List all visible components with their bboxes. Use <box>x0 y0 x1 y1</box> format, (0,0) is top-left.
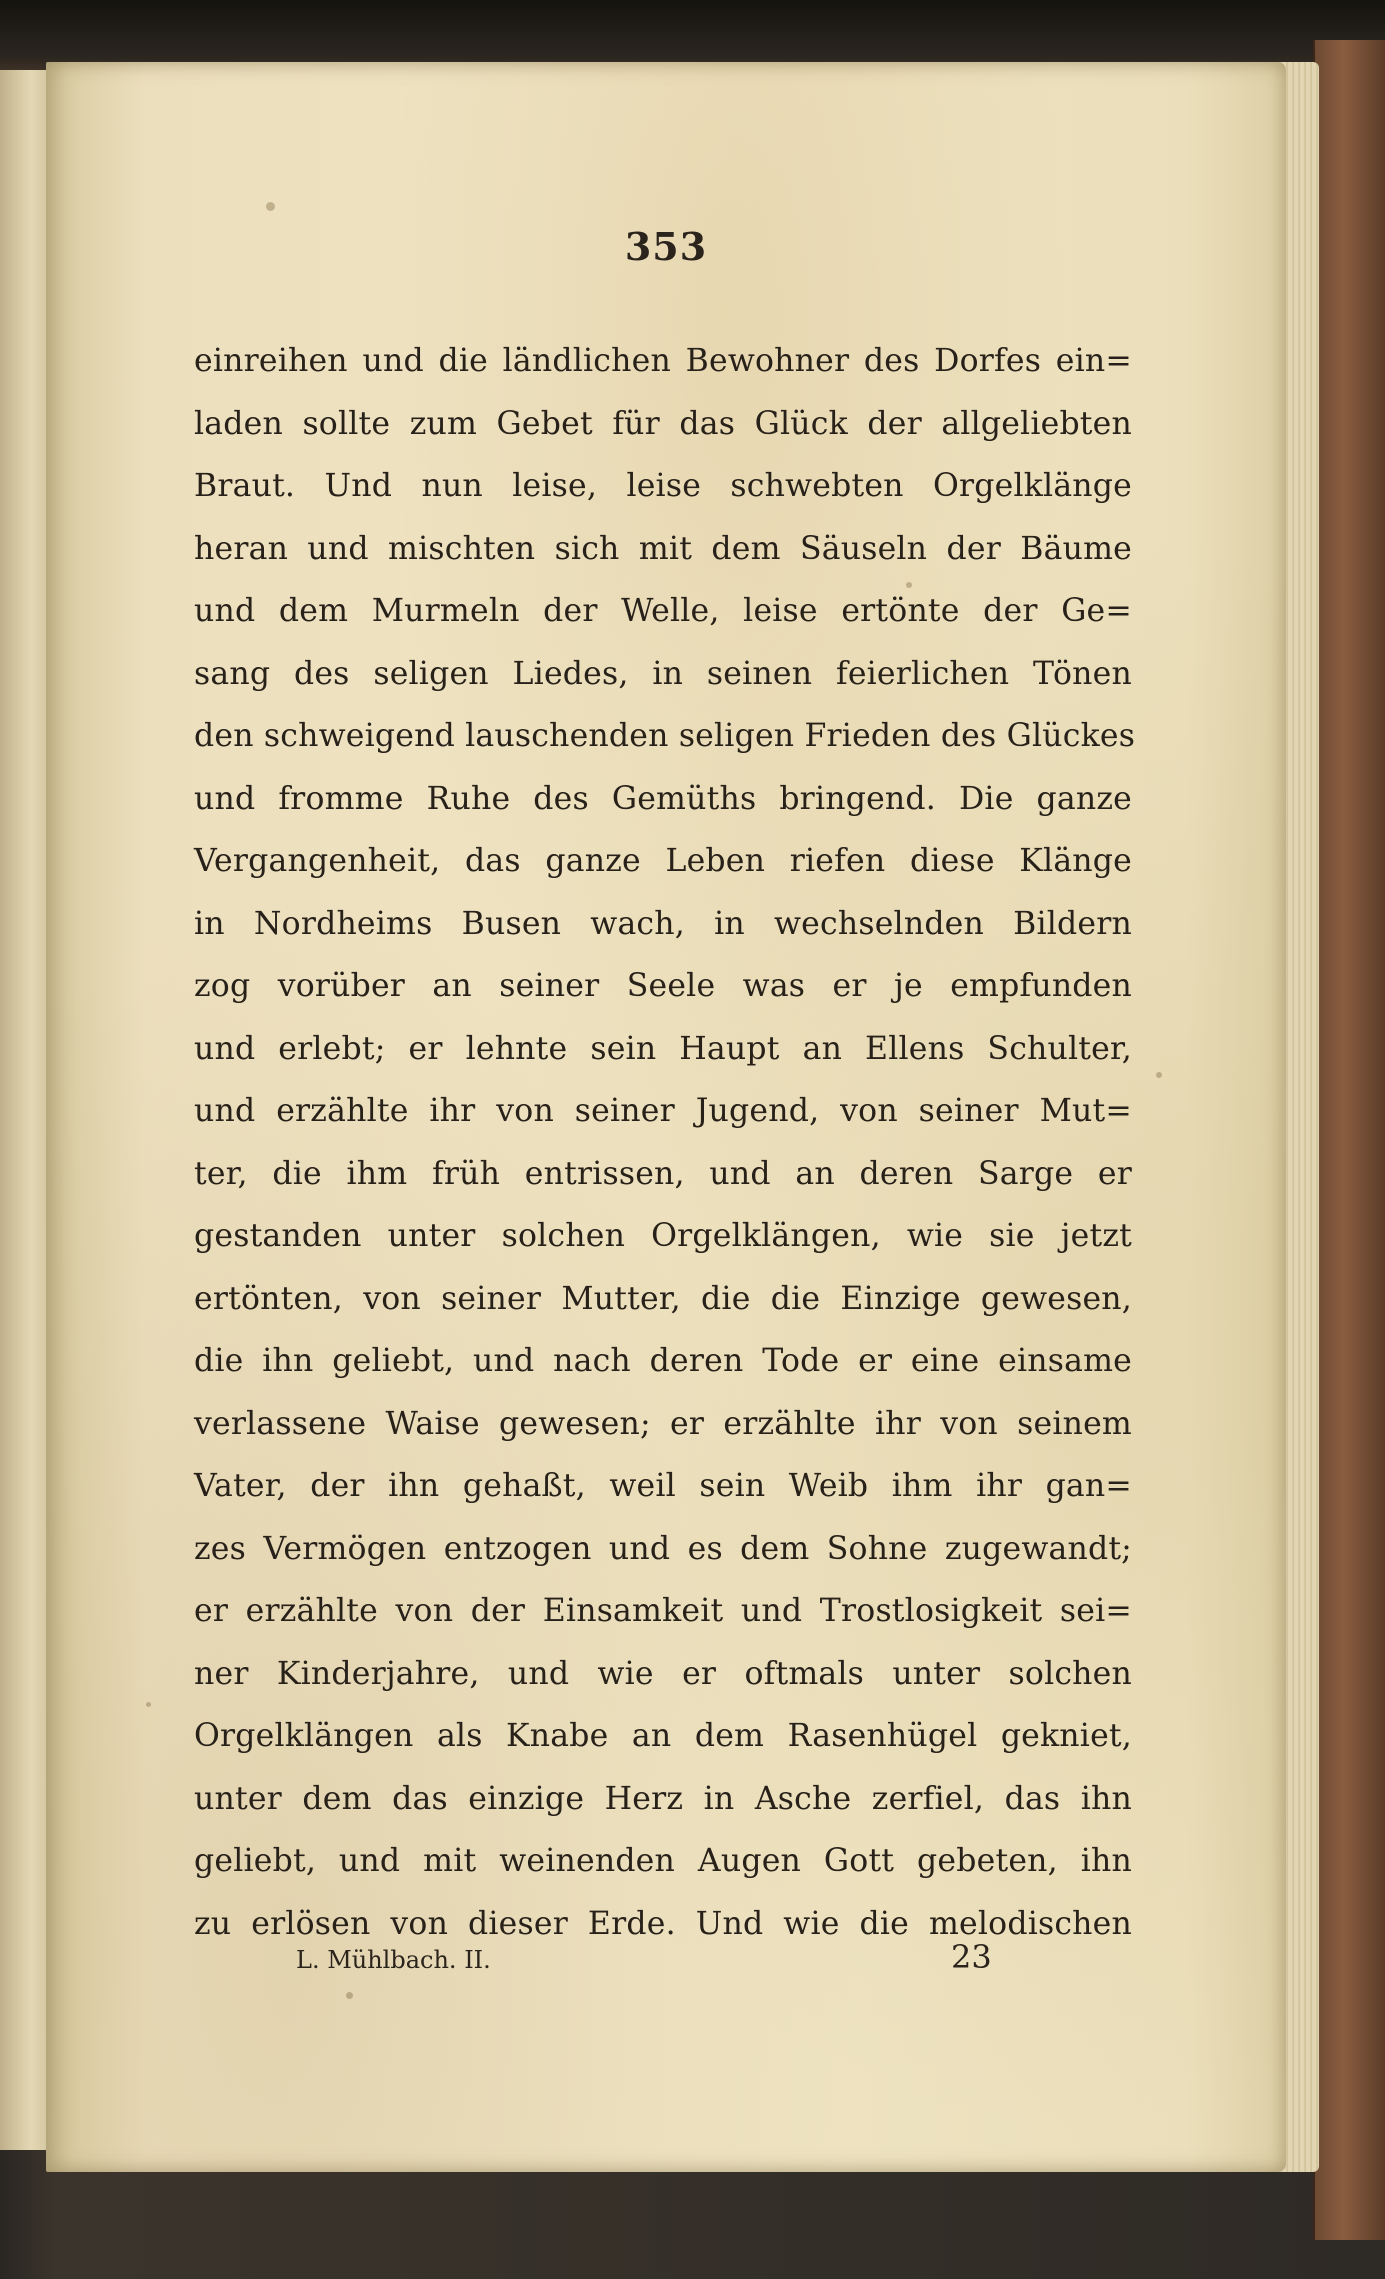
text-line: unter dem das einzige Herz in Asche zerfiel, das ihn <box>194 1780 1132 1817</box>
footer-author: L. Mühlbach. II. <box>296 1946 491 1974</box>
text-line: Vater, der ihn gehaßt, weil sein Weib ihm ihr gan= <box>194 1468 1132 1504</box>
text-line: er erzählte von der Einsamkeit und Trostlosigkeit sei= <box>194 1593 1132 1629</box>
text-line: gestanden unter solchen Orgelklängen, wie sie jetzt <box>194 1218 1132 1254</box>
text-line: zu erlösen von dieser Erde. Und wie die melodischen <box>194 1905 1132 1942</box>
text-line: zog vorüber an seiner Seele was er je empfunden <box>194 968 1132 1004</box>
book-cover-edge <box>1313 40 1385 2240</box>
book-page <box>46 62 1286 2172</box>
text-line: ner Kinderjahre, und wie er oftmals unter solchen <box>194 1655 1132 1692</box>
text-line: zes Vermögen entzogen und es dem Sohne zugewandt; <box>194 1530 1132 1567</box>
text-line: Vergangenheit, das ganze Leben riefen diese Klänge <box>194 843 1132 879</box>
text-line: den schweigend lauschenden seligen Frieden des Glückes <box>194 718 1136 754</box>
text-line: heran und mischten sich mit dem Säuseln der Bäume <box>194 530 1132 567</box>
text-line: sang des seligen Liedes, in seinen feierlichen Tönen <box>194 655 1132 692</box>
text-line: einreihen und die ländlichen Bewohner des Dorfes ein= <box>194 343 1132 379</box>
text-line: und erlebt; er lehnte sein Haupt an Ellens Schulter, <box>194 1030 1132 1067</box>
text-line: ter, die ihm früh entrissen, und an deren Sarge er <box>194 1155 1132 1192</box>
text-line: und fromme Ruhe des Gemüths bringend. Die ganze <box>194 780 1132 817</box>
page-footer <box>296 1938 996 1988</box>
text-line: die ihn geliebt, und nach deren Tode er eine einsame <box>194 1343 1132 1379</box>
text-line: Braut. Und nun leise, leise schwebten Orgelklänge <box>194 468 1132 504</box>
text-line: verlassene Waise gewesen; er erzählte ihr von seinem <box>194 1405 1132 1442</box>
text-line: Orgelklängen als Knabe an dem Rasenhügel gekniet, <box>194 1718 1132 1754</box>
text-line: in Nordheims Busen wach, in wechselnden Bildern <box>194 905 1132 942</box>
text-line: und erzählte ihr von seiner Jugend, von seiner Mut= <box>194 1093 1132 1129</box>
printer-signature: 23 <box>951 1938 992 1976</box>
text-line: laden sollte zum Gebet für das Glück der allgeliebten <box>194 405 1132 442</box>
text-line: und dem Murmeln der Welle, leise ertönte der Ge= <box>194 593 1132 629</box>
text-line: geliebt, und mit weinenden Augen Gott gebeten, ihn <box>194 1843 1132 1879</box>
text-line: ertönten, von seiner Mutter, die die Einzige gewesen, <box>194 1280 1132 1317</box>
page-number: 353 <box>624 224 708 269</box>
body-text <box>194 330 1136 1955</box>
